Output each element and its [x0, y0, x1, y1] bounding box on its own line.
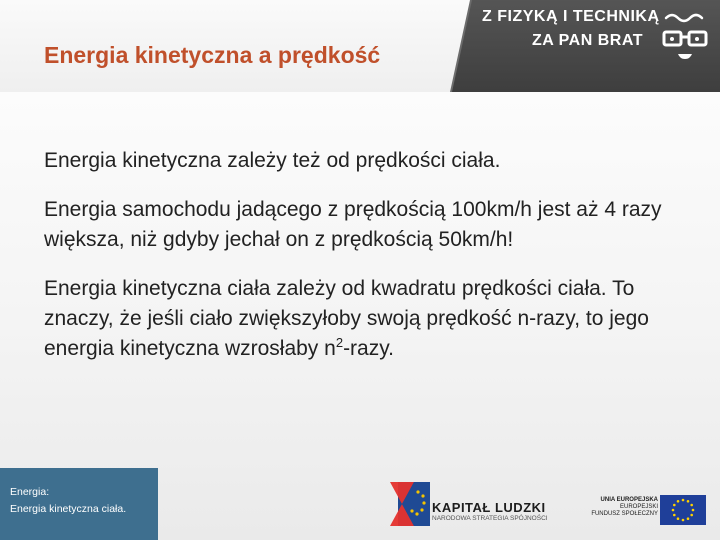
eu-line2: EUROPEJSKI [619, 504, 658, 510]
eu-line1: UNIA EUROPEJSKA [600, 497, 658, 503]
eu-label [588, 497, 658, 518]
paragraph-2: Energia samochodu jadącego z prędkością 100km/h jest aż 4 razy większa, niż gdyby jechał on z prędkością 50km/h! [44, 198, 662, 251]
footer-topic-box [0, 468, 158, 540]
page-title: Energia kinetyczna a prędkość [44, 42, 381, 68]
footer-topic-line2: Energia kinetyczna ciała. [10, 503, 127, 515]
paragraph-3 [44, 274, 684, 364]
slide-body [44, 146, 684, 383]
kapital-ludzki-logo-icon [388, 478, 432, 530]
logo-line1: Z FIZYKĄ I TECHNIKĄ [482, 8, 660, 25]
footer-topic-line1: Energia: [10, 486, 50, 498]
kapital-ludzki-name: KAPITAŁ LUDZKI [432, 500, 546, 515]
paragraph-3-text: Energia kinetyczna ciała zależy od kwadratu prędkości ciała. To znaczy, że jeśli ciało zwiększyłoby swoją prędkość n-razy, to jego energia kinetyczna wzrosłaby n [44, 277, 649, 360]
glasses-mustache-icon [660, 8, 710, 64]
paragraph-3-tail: -razy. [343, 337, 395, 360]
exponent: 2 [335, 335, 344, 350]
kapital-ludzki-subtitle: NARODOWA STRATEGIA SPÓJNOŚCI [432, 515, 548, 522]
eu-line3: FUNDUSZ SPOŁECZNY [591, 511, 658, 517]
paragraph-1: Energia kinetyczna zależy też od prędkości ciała. [44, 149, 501, 172]
eu-flag-icon [660, 495, 706, 525]
logo-line2: ZA PAN BRAT [532, 32, 643, 49]
